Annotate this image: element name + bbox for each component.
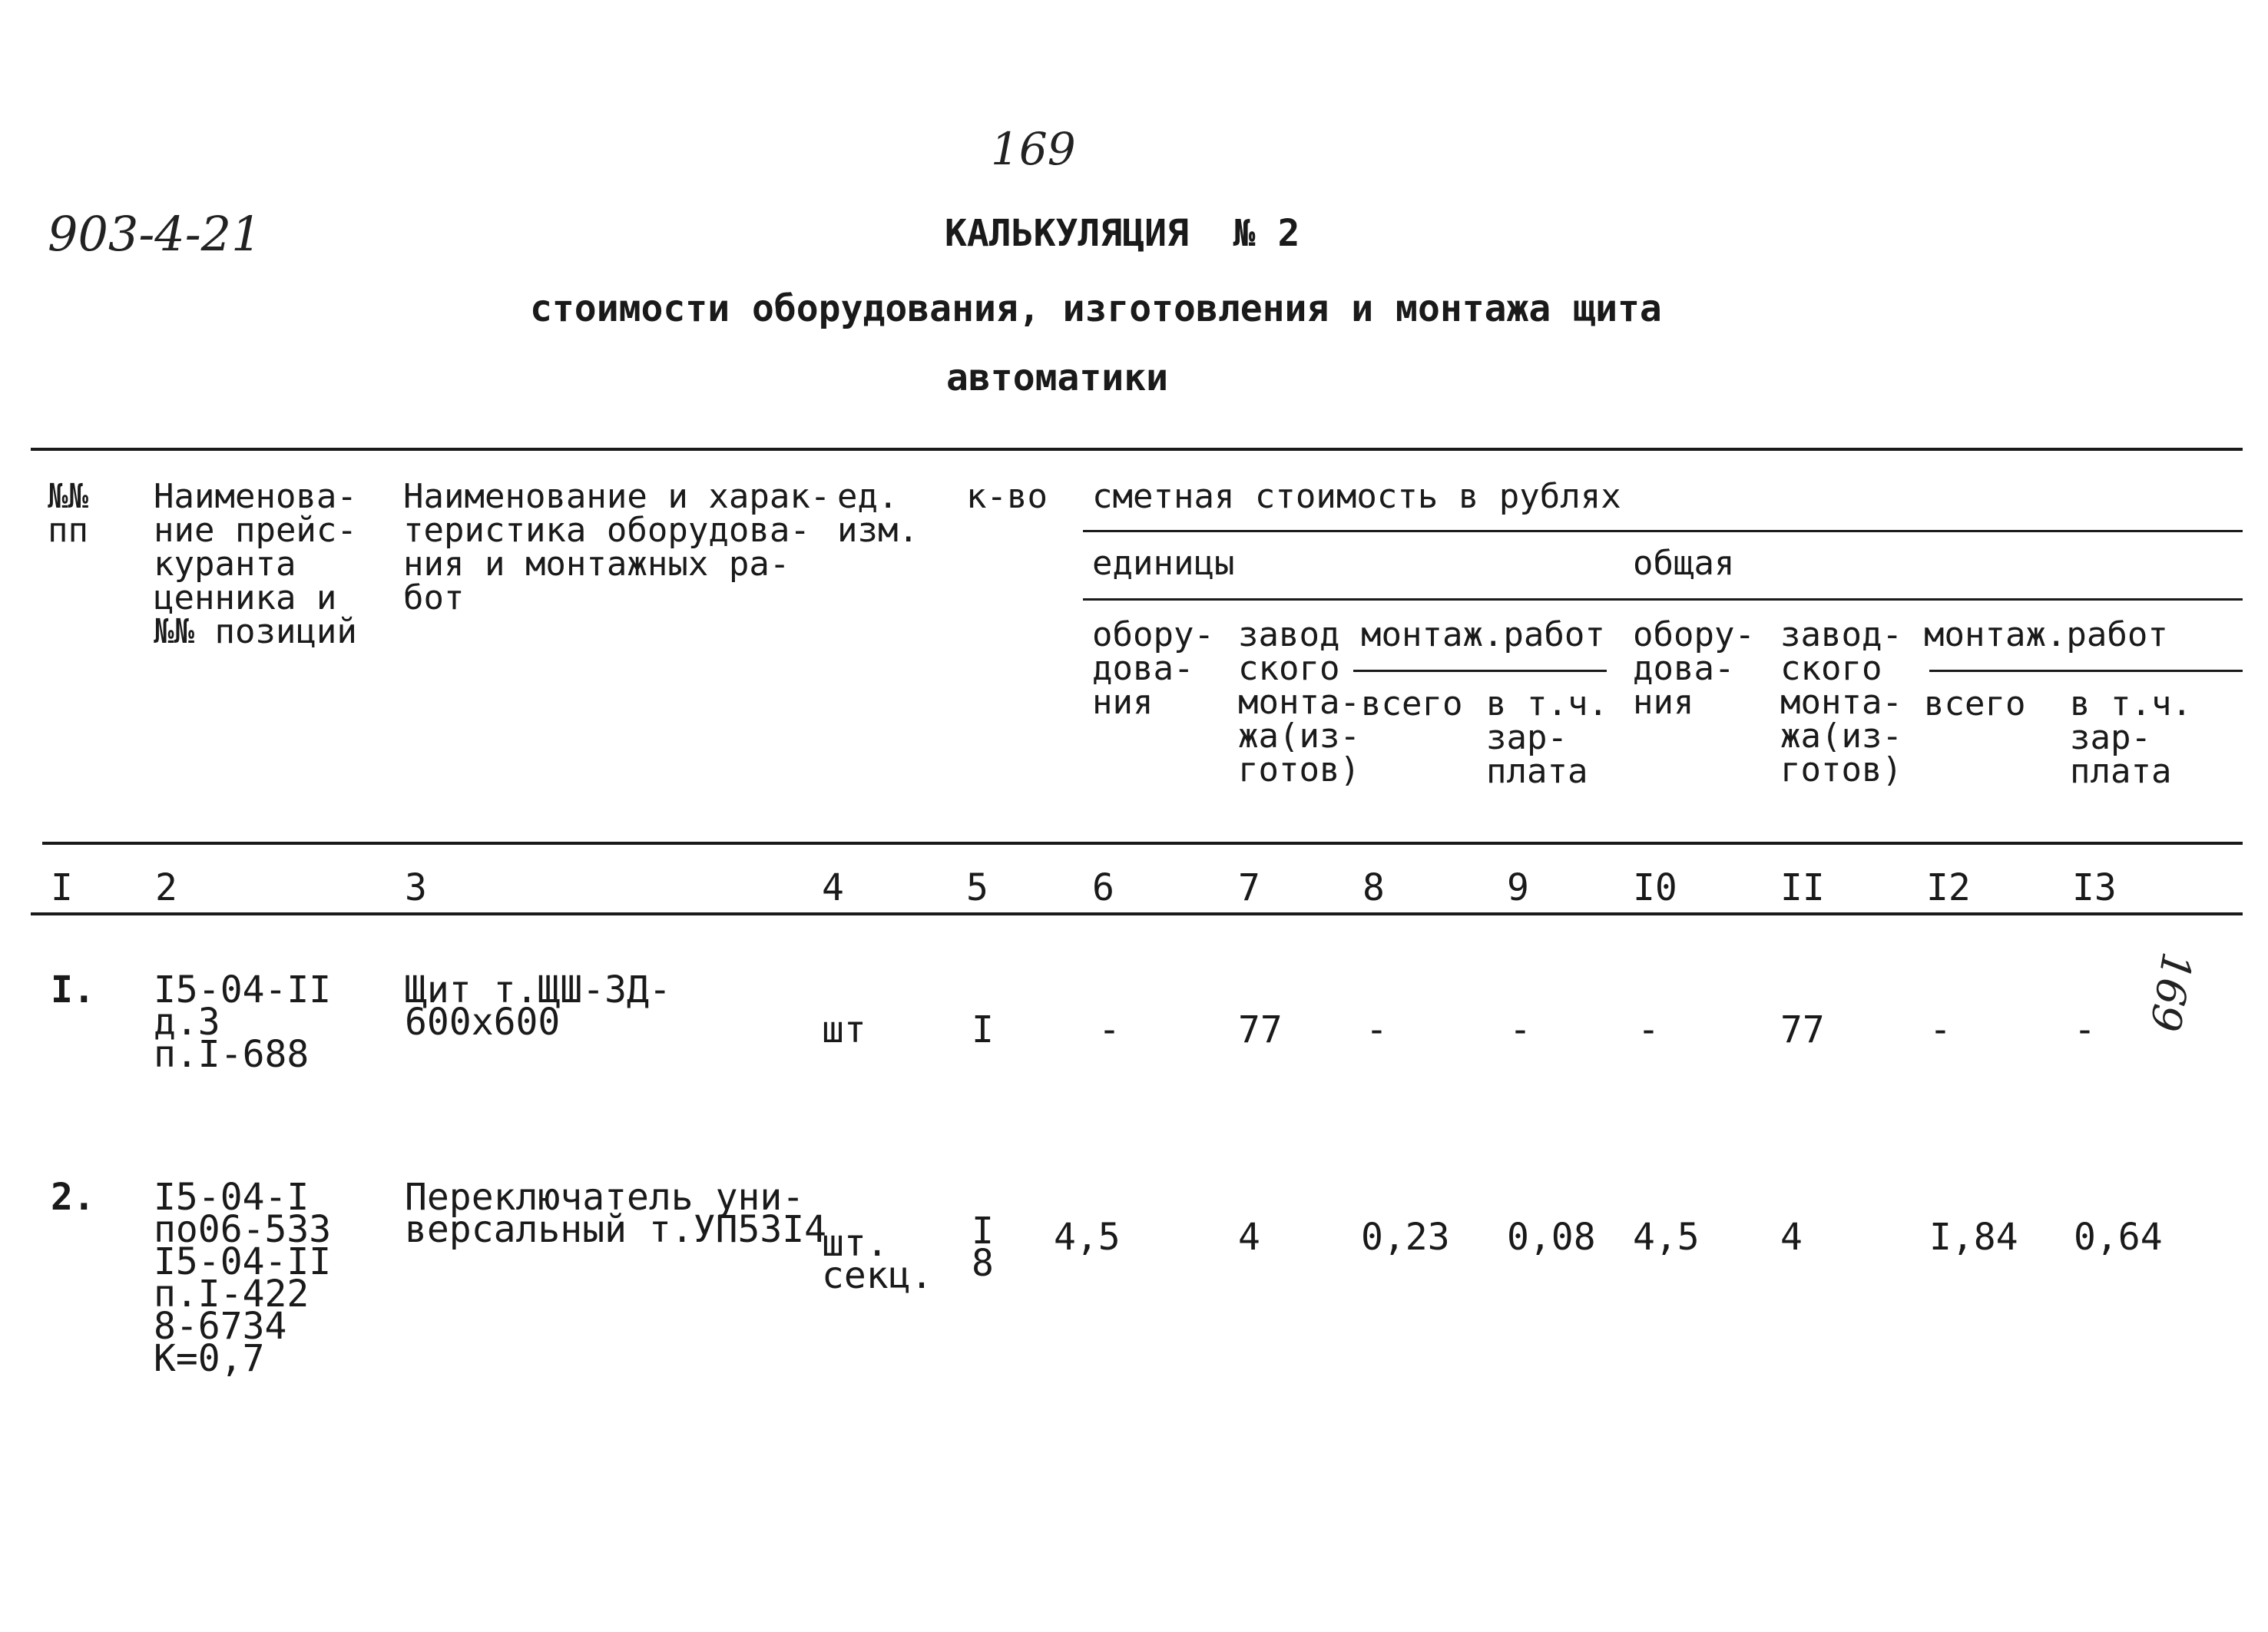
header-montazh-total: всего bbox=[1361, 684, 1463, 723]
row-1-unit: шт bbox=[822, 1008, 866, 1051]
column-number: 4 bbox=[822, 866, 844, 909]
column-number: 2 bbox=[155, 866, 177, 909]
header-cost-group: сметная стоимость в рублях bbox=[1092, 477, 1621, 516]
header-incl-wage-total: в т.ч. зар- плата bbox=[2070, 684, 2192, 791]
row-2-equipment: 4,5 bbox=[1054, 1216, 1121, 1259]
column-number: I0 bbox=[1633, 866, 1677, 909]
row-1-factory: 77 bbox=[1238, 1008, 1283, 1051]
montazh-rule-total bbox=[1929, 670, 2243, 672]
subgroup-rule bbox=[1083, 598, 2243, 601]
header-incl-wage: в т.ч. зар- плата bbox=[1486, 684, 1608, 791]
header-unit-group: единицы bbox=[1092, 544, 1235, 583]
row-1-montazh-total: - bbox=[1366, 1008, 1388, 1051]
row-1-wage: - bbox=[1509, 1008, 1531, 1051]
row-1-qty: I bbox=[972, 1008, 994, 1051]
document-code: 903-4-21 bbox=[48, 206, 262, 262]
header-bottom-rule bbox=[42, 842, 2243, 845]
row-2-wage-total: 0,64 bbox=[2074, 1216, 2163, 1259]
column-number: 9 bbox=[1507, 866, 1529, 909]
row-1-number: I. bbox=[51, 968, 95, 1011]
row-1-name: Щит т.ЩШ-ЗД- 600х600 bbox=[405, 968, 671, 1044]
column-number: 3 bbox=[405, 866, 427, 909]
row-2-montazh-total: 0,23 bbox=[1361, 1216, 1450, 1259]
header-equipment: обору- дова- ния bbox=[1092, 615, 1214, 722]
column-number: I3 bbox=[2072, 866, 2117, 909]
header-col-pricelist: Наименова- ние прейс- куранта ценника и №№ позиций bbox=[154, 477, 357, 651]
group-rule bbox=[1083, 530, 2243, 532]
row-2-factory: 4 bbox=[1238, 1216, 1260, 1259]
column-number: 6 bbox=[1092, 866, 1114, 909]
row-2-qty: I 8 bbox=[972, 1210, 994, 1285]
row-1-wage-total: - bbox=[2074, 1008, 2096, 1051]
header-factory-assembly: завод ского монта- жа(из- готов) bbox=[1238, 615, 1360, 790]
header-col-qty: к-во bbox=[966, 477, 1048, 516]
header-col-number: №№ пп bbox=[48, 477, 88, 550]
margin-page-note: 169 bbox=[2140, 948, 2202, 1035]
column-numbers-rule bbox=[31, 912, 2243, 915]
column-number: 7 bbox=[1238, 866, 1260, 909]
row-2-equipment-total: 4,5 bbox=[1633, 1216, 1700, 1259]
row-1-equipment-total: - bbox=[1637, 1008, 1660, 1051]
row-1-factory-total: 77 bbox=[1780, 1008, 1825, 1051]
row-2-factory-total: 4 bbox=[1780, 1216, 1803, 1259]
document-subtitle-2: автоматики bbox=[946, 356, 1168, 399]
row-2-wage: 0,08 bbox=[1507, 1216, 1596, 1259]
header-montazh-all: всего bbox=[1924, 684, 2026, 723]
column-number: II bbox=[1780, 866, 1825, 909]
row-2-unit: шт. секц. bbox=[822, 1222, 933, 1297]
header-col-name: Наименование и харак- теристика оборудова- ния и монтажных ра- бот bbox=[403, 477, 831, 617]
document-title: КАЛЬКУЛЯЦИЯ № 2 bbox=[945, 212, 1300, 255]
row-2-pricelist: I5-04-I по06-533 I5-04-II п.I-422 8-6734 К=0,7 bbox=[154, 1176, 332, 1380]
column-number: I2 bbox=[1926, 866, 1971, 909]
column-number: I bbox=[51, 866, 73, 909]
montazh-rule-unit bbox=[1353, 670, 1607, 672]
header-col-unit: ед. изм. bbox=[837, 477, 919, 550]
column-number: 5 bbox=[966, 866, 988, 909]
row-1-montazh-all: - bbox=[1929, 1008, 1952, 1051]
page-number: 169 bbox=[991, 123, 1076, 175]
row-2-montazh-all: I,84 bbox=[1929, 1216, 2018, 1259]
column-number: 8 bbox=[1362, 866, 1385, 909]
header-montazh-total-group: монтаж.работ bbox=[1924, 615, 2168, 654]
header-factory-assembly-total: завод- ского монта- жа(из- готов) bbox=[1780, 615, 1902, 790]
document-subtitle: стоимости оборудования, изготовления и монтажа щита bbox=[530, 287, 1662, 330]
header-montazh: монтаж.работ bbox=[1361, 615, 1605, 654]
row-1-equipment: - bbox=[1098, 1008, 1121, 1051]
header-equipment-total: обору- дова- ния bbox=[1633, 615, 1755, 722]
row-2-name: Переключатель уни- версальный т.УП53I4 bbox=[405, 1176, 827, 1251]
row-2-number: 2. bbox=[51, 1176, 95, 1219]
row-1-pricelist: I5-04-II д.3 п.I-688 bbox=[154, 968, 332, 1076]
table-top-rule bbox=[31, 448, 2243, 451]
header-total-group: общая bbox=[1633, 544, 1735, 583]
